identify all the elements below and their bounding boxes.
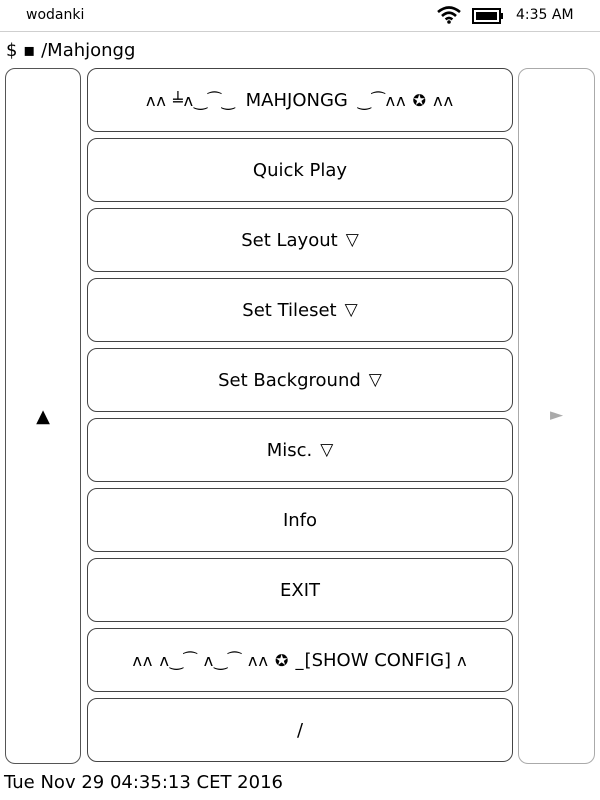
scroll-up-panel[interactable] (5, 68, 81, 764)
set-tileset-button[interactable] (87, 278, 513, 342)
wifi-icon (437, 6, 461, 24)
quick-play-label: Quick Play (252, 159, 348, 181)
info-label: Info (282, 509, 318, 531)
battery-icon (472, 8, 504, 24)
footer-clock: Tue Nov 29 04:35:13 CET 2016 (4, 772, 283, 793)
title-left-decoration: ʌʌ ╧ʌ‿⁀‿ (145, 90, 236, 110)
dropdown-triangle-icon: ▽ (320, 440, 334, 460)
device-name: wodanki (26, 7, 85, 23)
show-config-decoration: ʌʌ ʌ‿⁀ ʌ‿⁀ ʌʌ ✪ _ (132, 650, 305, 670)
dropdown-triangle-icon: ▽ (345, 230, 359, 250)
up-arrow-icon[interactable]: ▲ (36, 406, 50, 427)
exit-button[interactable] (87, 558, 513, 622)
set-layout-button[interactable] (87, 208, 513, 272)
misc-button[interactable] (87, 418, 513, 482)
status-time: 4:35 AM (516, 7, 574, 23)
root-directory-button[interactable] (87, 698, 513, 762)
set-tileset-label: Set Tileset (242, 299, 337, 321)
set-background-button[interactable] (87, 348, 513, 412)
show-config-tail-decoration: ʌ (457, 650, 468, 670)
exit-label: EXIT (279, 579, 320, 601)
set-layout-label: Set Layout (241, 229, 338, 251)
right-arrow-icon[interactable]: ► (549, 405, 564, 425)
show-config-label: [SHOW CONFIG] (304, 649, 452, 671)
dropdown-triangle-icon: ▽ (368, 370, 382, 390)
title-right-decoration: ‿⁀ʌʌ ✪ ʌʌ (357, 90, 455, 110)
status-bar (0, 0, 600, 32)
dropdown-triangle-icon: ▽ (344, 300, 358, 320)
mahjongg-title-button[interactable] (87, 68, 513, 132)
info-button[interactable] (87, 488, 513, 552)
title-label: MAHJONGG (245, 89, 348, 111)
root-directory-label: / (296, 719, 304, 741)
misc-label: Misc. (266, 439, 313, 461)
quick-play-button[interactable] (87, 138, 513, 202)
set-background-label: Set Background (218, 369, 361, 391)
show-config-button[interactable] (87, 628, 513, 692)
next-page-panel[interactable] (518, 68, 595, 764)
path-breadcrumb: $ ▪ /Mahjongg (6, 40, 136, 61)
